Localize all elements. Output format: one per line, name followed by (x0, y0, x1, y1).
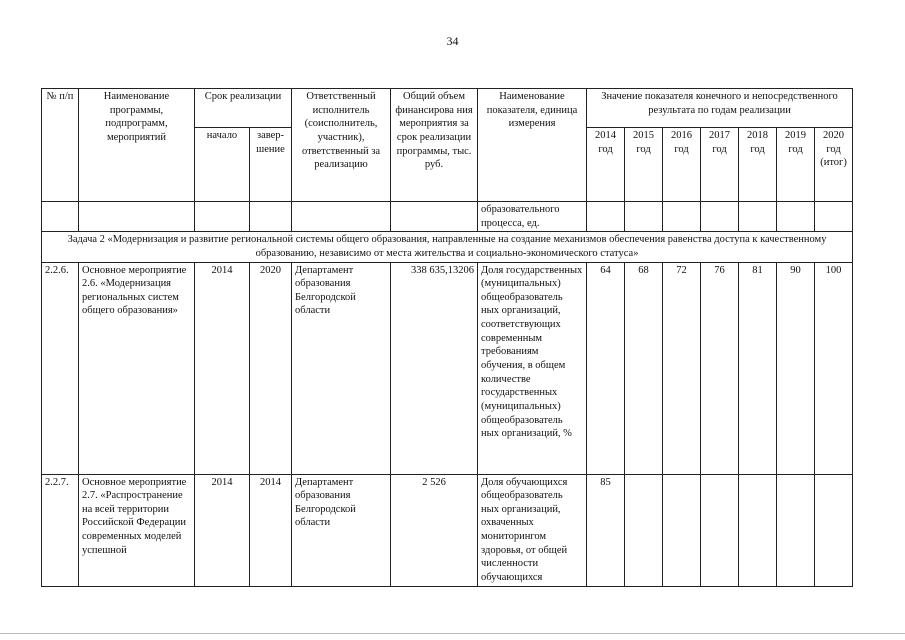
continuation-indicator: образовательного процесса, ед. (478, 202, 587, 232)
row-start: 2014 (195, 474, 250, 586)
row-value-2017: 76 (701, 262, 739, 474)
header-year-2017: 2017 год (701, 128, 739, 202)
header-name: Наименование программы, подпрограмм, мероприятий (79, 89, 195, 202)
header-year-2014: 2014 год (587, 128, 625, 202)
row-end: 2020 (250, 262, 292, 474)
row-value-2018 (739, 474, 777, 586)
row-financing: 2 526 (391, 474, 478, 586)
row-value-2018: 81 (739, 262, 777, 474)
header-start: начало (195, 128, 250, 202)
row-value-2020: 100 (815, 262, 853, 474)
header-year-2019: 2019 год (777, 128, 815, 202)
row-indicator: Доля государственных (муниципальных) общеобразователь ных организаций, соответствующих современным требованиям обучения, в общем количестве государственных (муниципальных) общеобразователь ных организаций, % (478, 262, 587, 474)
row-start: 2014 (195, 262, 250, 474)
header-end: завер-шение (250, 128, 292, 202)
row-value-2017 (701, 474, 739, 586)
page-number: 34 (446, 34, 459, 48)
row-value-2020 (815, 474, 853, 586)
row-indicator: Доля обучающихся общеобразователь ных организаций, охваченных мониторингом здоровья, от общей численности обучающихся (478, 474, 587, 586)
header-financing: Общий объем финансирова ния мероприятия за срок реализации программы, тыс. руб. (391, 89, 478, 202)
header-period: Срок реализации (195, 89, 292, 128)
row-name: Основное мероприятие 2.7. «Распространение на всей территории Российской Федерации современных моделей успешной (79, 474, 195, 586)
continuation-row (42, 202, 853, 232)
row-end: 2014 (250, 474, 292, 586)
row-value-2016 (663, 474, 701, 586)
program-table (41, 88, 853, 587)
row-value-2016: 72 (663, 262, 701, 474)
row-value-2014: 64 (587, 262, 625, 474)
row-value-2019: 90 (777, 262, 815, 474)
task-title: Задача 2 «Модернизация и развитие региональной системы общего образования, направленные на создание механизмов обеспечения равенства доступа к качественному образованию, независимо от места жительства и социально-экономического статуса» (42, 232, 853, 262)
row-value-2015: 68 (625, 262, 663, 474)
bottom-rule (0, 633, 905, 634)
header-values-title: Значение показателя конечного и непосредственного результата по годам реализации (587, 89, 853, 128)
row-num: 2.2.7. (42, 474, 79, 586)
row-value-2019 (777, 474, 815, 586)
row-executor: Департамент образования Белгородской области (292, 474, 391, 586)
table-row (42, 474, 853, 586)
row-num: 2.2.6. (42, 262, 79, 474)
header-year-2018: 2018 год (739, 128, 777, 202)
row-value-2015 (625, 474, 663, 586)
header-year-2015: 2015 год (625, 128, 663, 202)
header-row-1 (42, 89, 853, 128)
header-num: № п/п (42, 89, 79, 202)
row-name: Основное мероприятие 2.6. «Модернизация региональных систем общего образования» (79, 262, 195, 474)
table-row (42, 262, 853, 474)
row-financing: 338 635,13206 (391, 262, 478, 474)
task-row (42, 232, 853, 262)
row-executor: Департамент образования Белгородской области (292, 262, 391, 474)
row-value-2014: 85 (587, 474, 625, 586)
header-executor: Ответственный исполнитель (соисполнитель, участник), ответственный за реализацию (292, 89, 391, 202)
header-year-2020: 2020 год (итог) (815, 128, 853, 202)
header-indicator: Наименование показателя, единица измерения (478, 89, 587, 202)
header-year-2016: 2016 год (663, 128, 701, 202)
